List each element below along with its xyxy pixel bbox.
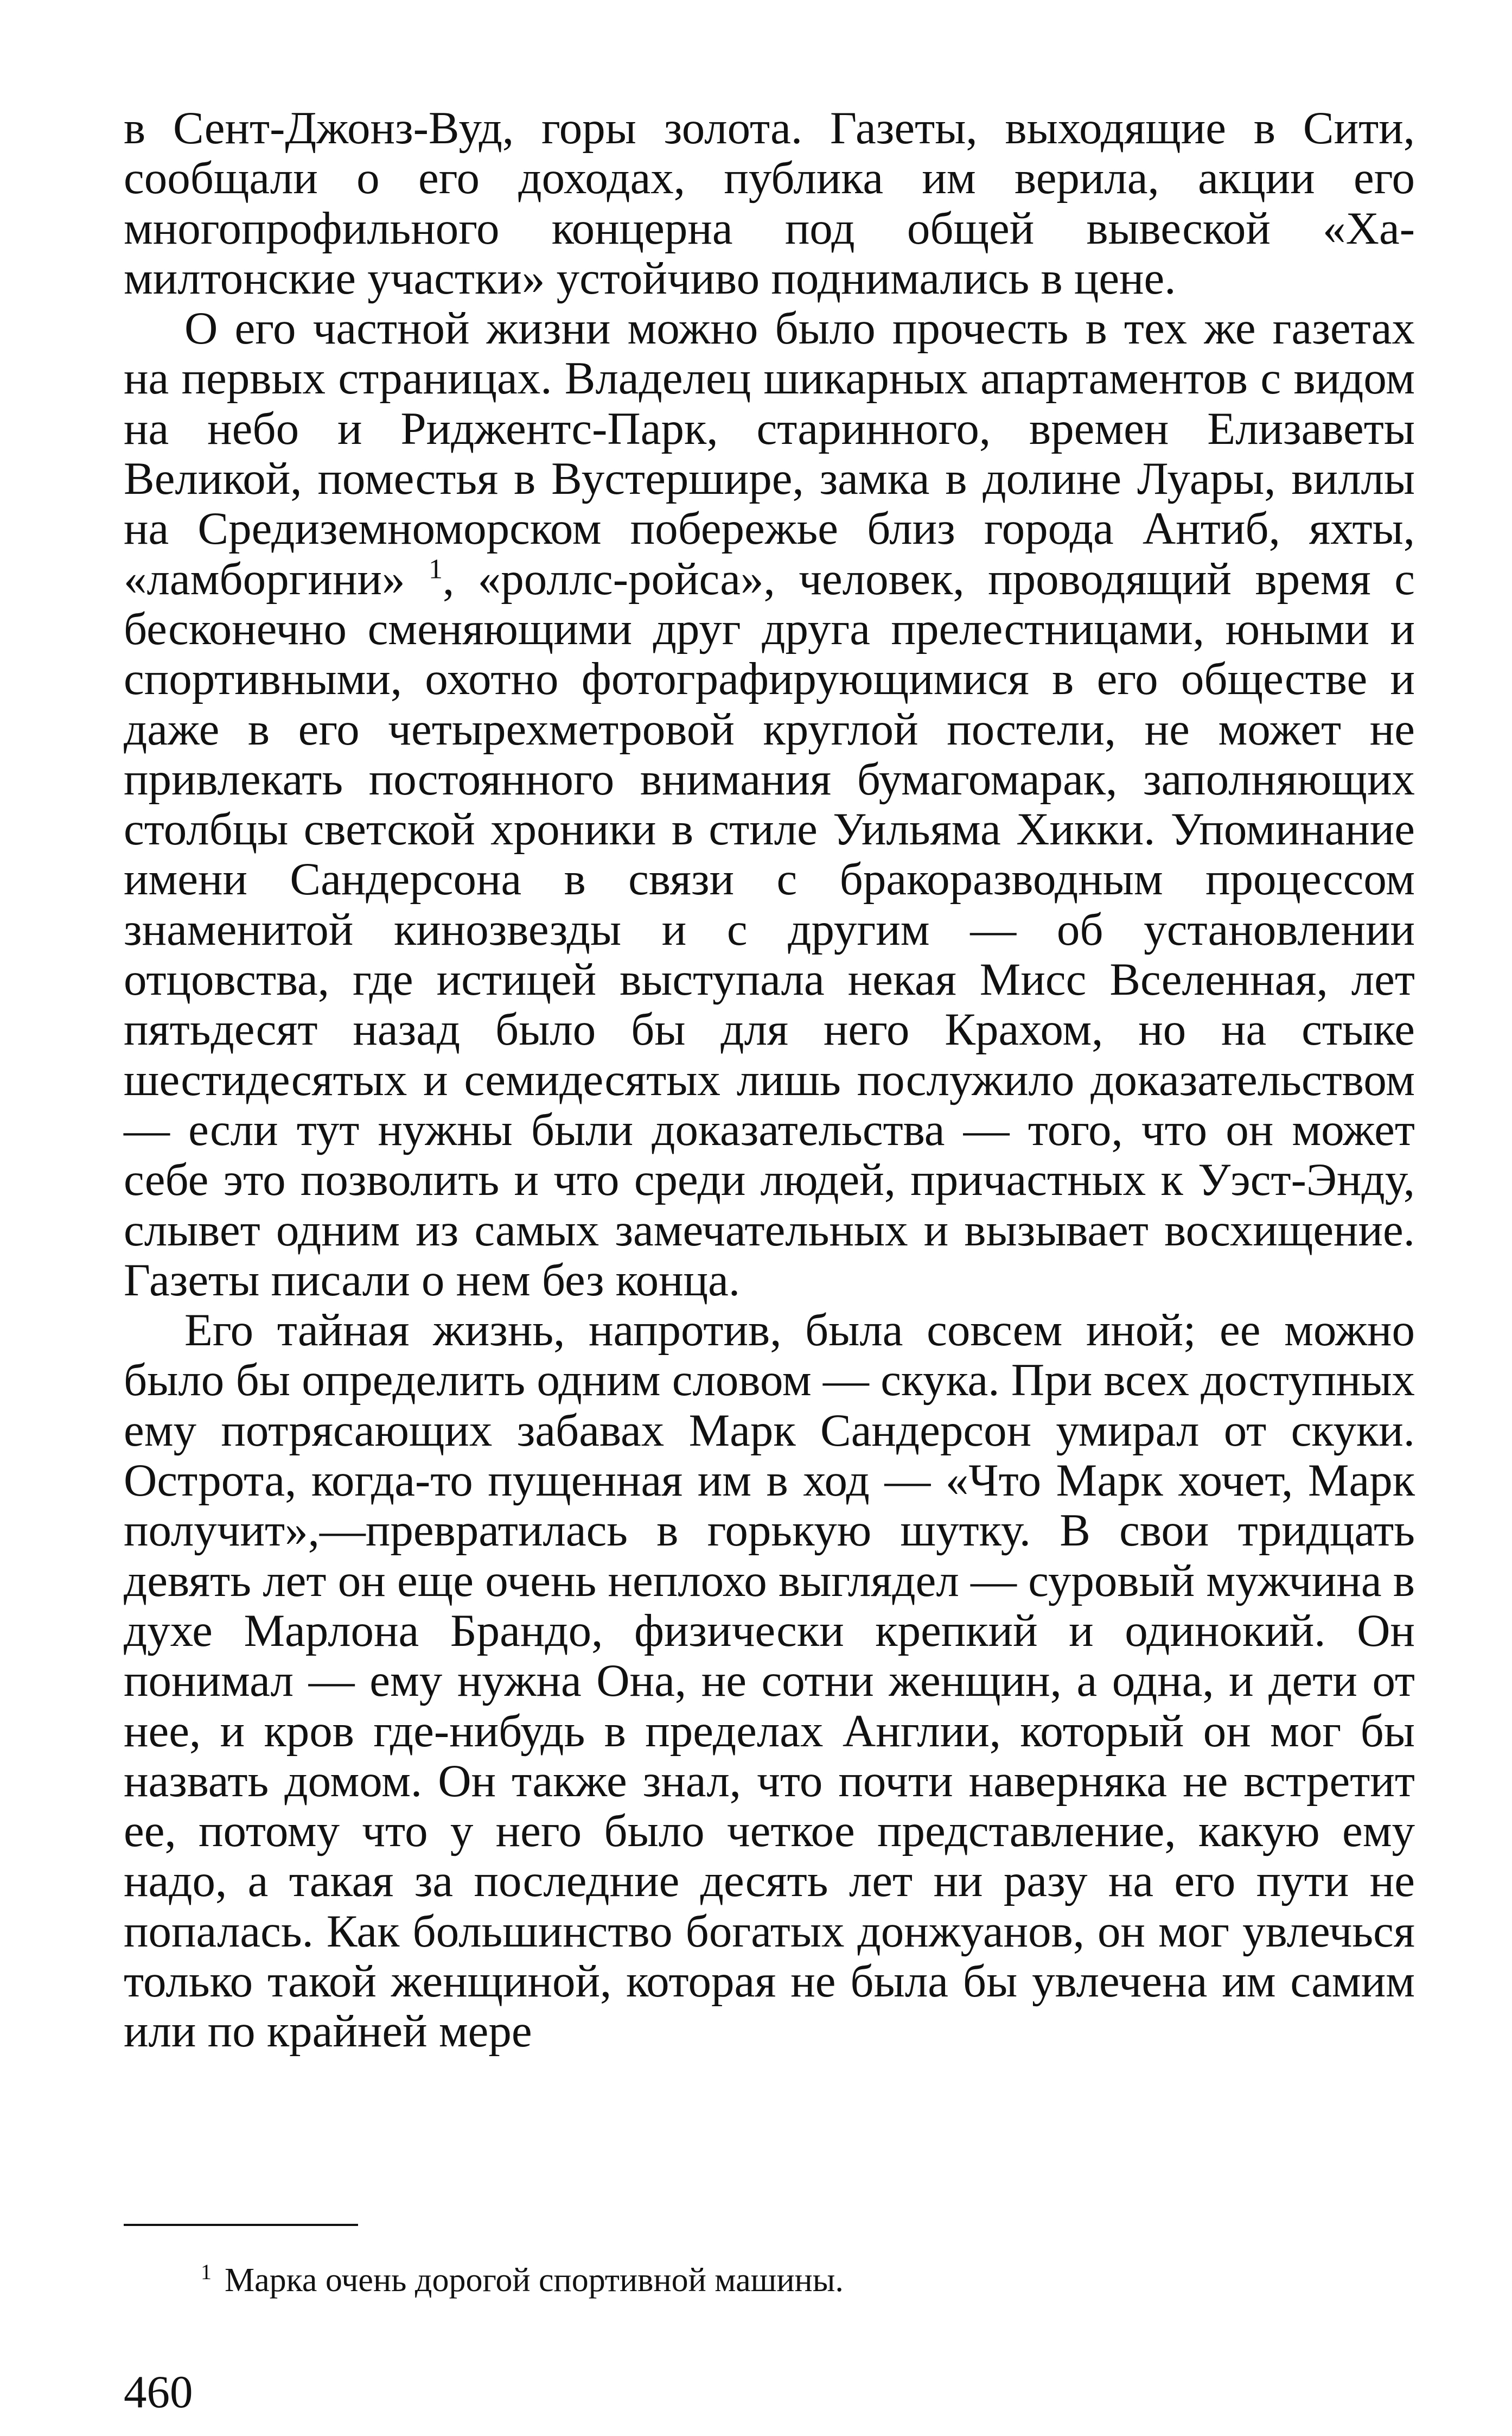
paragraph-2-text-before-note: О его частной жизни можно было прочесть в тех же газетах на первых страницах. Владелец шикарных апартаментов с видом на небо и Риджентс-Парк, старинного, времен Елизаветы Великой, поместья в Вустершире, замка в долине Луары, виллы на Средиземноморском побережье близ города Антиб, яхты, «ламборгини»: [124, 303, 1415, 605]
main-text: [124, 103, 1415, 2057]
footnote-mark: 1: [201, 2260, 212, 2285]
paragraph-2: [124, 303, 1415, 1305]
footnote-reference-mark: 1: [429, 554, 443, 585]
paragraph-3: Его тайная жизнь, напротив, была совсем иной; ее можно было бы определить одним словом — скука. При всех доступных ему потрясающих забавах Марк Сандерсон умирал от скуки. Острота, когда-то пущенная им в ход — «Что Марк хочет, Марк получит»,—превратилась в горькую шутку. В свои тридцать девять лет он еще очень неплохо выглядел — суровый мужчина в духе Марлона Брандо, физически крепкий и одинокий. Он понимал — ему нужна Она, не сотни женщин, а одна, и дети от нее, и кров где-нибудь в пределах Англии, который он мог бы назвать домом. Он также знал, что почти наверняка не встретит ее, потому что у него было четкое представление, какую ему надо, а такая за последние десять лет ни разу на его пути не попалась. Как большинство богатых донжуанов, он мог увлечься только такой женщиной, которая не была бы увлечена им самим или по крайней мере: [124, 1305, 1415, 2057]
footnote-text: Марка очень дорогой спортивной машины.: [225, 2262, 844, 2299]
paragraph-2-text-after-note: , «роллс-ройса», человек, проводящий время с бесконечно сменяющими друг друга прелестницами, юными и спортивными, охотно фотографирующимися в его обществе и даже в его четырехметровой круглой постели, не может не привлекать постоянного внимания бумагомарак, заполняющих столбцы светской хроники в стиле Уильяма Хикки. Упоминание имени Сандерсона в связи с бракоразводным процессом знаменитой кинозвезды и с другим — об установлении отцовства, где истицей выступала некая Мисс Вселенная, лет пятьдесят назад было бы для него Крахом, но на стыке шестидесятых и семидесятых лишь послужило доказательством — если тут нужны были доказательства — того, что он может себе это позволить и что среди людей, причастных к Уэст-Энду, слывет одним из самых замечательных и вызывает восхищение. Газеты писали о нем без конца.: [124, 553, 1415, 1306]
footnote-divider: [124, 2224, 358, 2226]
page-number: 460: [124, 2367, 193, 2418]
paragraph-1: в Сент-Джонз-Вуд, горы золота. Газеты, выходящие в Сити, сообщали о его доходах, публика им верила, акции его многопрофильного концерна под общей вывеской «Хамилтонские участки» устойчиво поднимались в цене.: [124, 103, 1415, 304]
footnote: [201, 2261, 1394, 2300]
